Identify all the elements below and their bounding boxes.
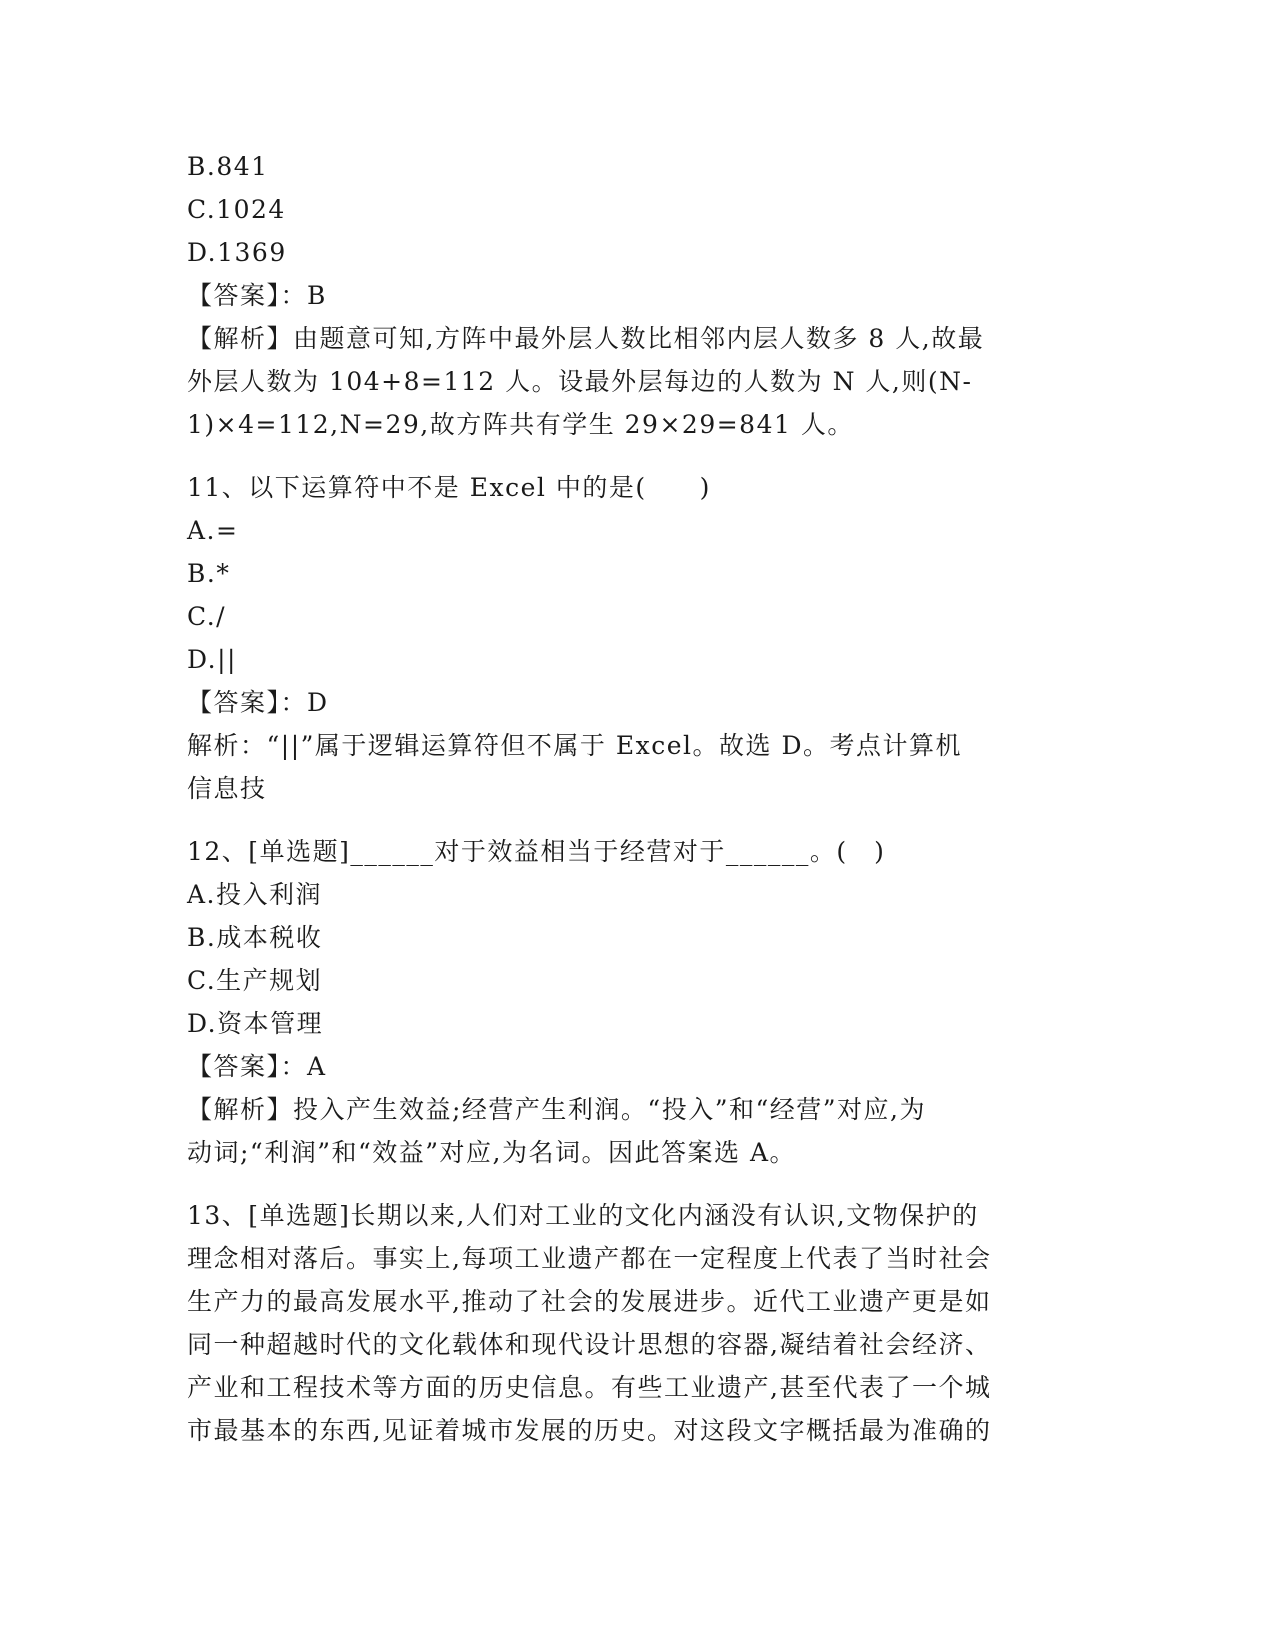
option-d: D.资本管理 [187,1009,324,1038]
option-d: D.1369 [187,238,287,267]
option-a: A.= [187,516,239,545]
question-11-block [187,466,1087,810]
analysis-line: 外层人数为 104+8=112 人。设最外层每边的人数为 N 人,则(N- [187,367,973,396]
question-10-block [187,145,1087,446]
question-12-block [187,830,1087,1174]
analysis-line: 解析：“||”属于逻辑运算符但不属于 Excel。故选 D。考点计算机 [187,731,962,760]
option-b: B.841 [187,152,269,181]
answer-line: 【答案】：B [187,281,327,310]
option-b: B.成本税收 [187,923,323,952]
option-d: D.|| [187,645,237,674]
question-stem-line: 理念相对落后。事实上,每项工业遗产都在一定程度上代表了当时社会 [187,1244,992,1273]
option-b: B.* [187,559,231,588]
question-stem-line: 13、[单选题]长期以来,人们对工业的文化内涵没有认识,文物保护的 [187,1201,979,1230]
option-c: C./ [187,602,227,631]
document-page [187,145,1087,1452]
answer-line: 【答案】：A [187,1052,327,1081]
answer-line: 【答案】：D [187,688,329,717]
question-stem-line: 市最基本的东西,见证着城市发展的历史。对这段文字概括最为准确的 [187,1416,992,1445]
question-13-block [187,1194,1087,1452]
question-spacer [187,1174,1087,1194]
analysis-line: 动词;“利润”和“效益”对应,为名词。因此答案选 A。 [187,1138,796,1167]
question-spacer [187,810,1087,830]
analysis-line: 【解析】由题意可知,方阵中最外层人数比相邻内层人数多 8 人,故最 [187,324,985,353]
analysis-line: 【解析】投入产生效益;经营产生利润。“投入”和“经营”对应,为 [187,1095,926,1124]
analysis-line: 1)×4=112,N=29,故方阵共有学生 29×29=841 人。 [187,410,854,439]
question-stem: 11、以下运算符中不是 Excel 中的是( ) [187,473,711,502]
analysis-line: 信息技 [187,774,267,803]
option-a: A.投入利润 [187,880,323,909]
option-c: C.1024 [187,195,286,224]
option-c: C.生产规划 [187,966,323,995]
question-stem-line: 生产力的最高发展水平,推动了社会的发展进步。近代工业遗产更是如 [187,1287,992,1316]
question-spacer [187,446,1087,466]
question-stem: 12、[单选题]______对于效益相当于经营对于______。( ) [187,837,886,866]
question-stem-line: 产业和工程技术等方面的历史信息。有些工业遗产,甚至代表了一个城 [187,1373,992,1402]
question-stem-line: 同一种超越时代的文化载体和现代设计思想的容器,凝结着社会经济、 [187,1330,992,1359]
